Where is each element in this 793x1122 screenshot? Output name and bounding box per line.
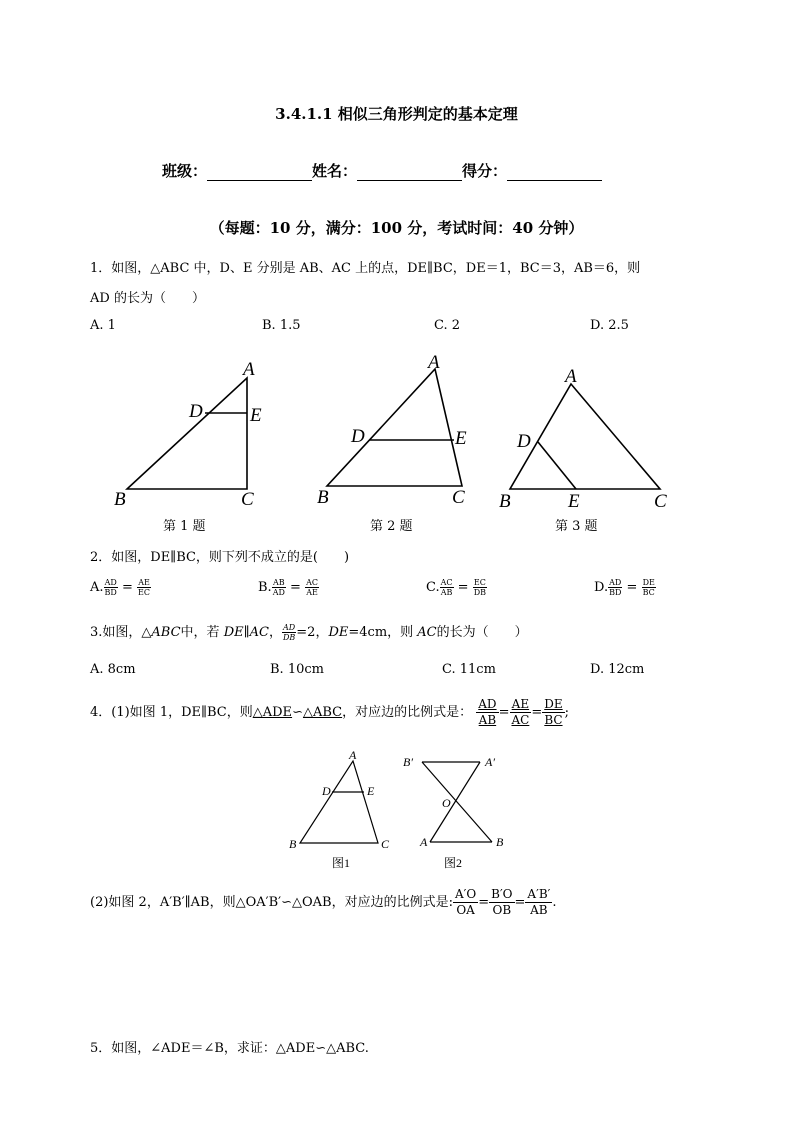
frac-numerator: A′O: [454, 887, 477, 901]
name-label: 姓名：: [312, 162, 358, 180]
q3-option-b: B. 10cm: [270, 662, 324, 677]
q3-option-a: A. 8cm: [90, 662, 136, 677]
equals-sign: =: [290, 580, 301, 595]
frac-denominator: BD: [104, 588, 117, 597]
frac-denominator: OB: [492, 903, 512, 917]
q3-option-d: D. 12cm: [590, 662, 645, 677]
q4-fig1-label-e: E: [367, 784, 375, 798]
q3-de: DE: [223, 625, 244, 640]
fig1-triangle: [127, 378, 247, 489]
fig3-label-e: E: [568, 491, 580, 512]
fig1-label-d: D: [189, 401, 203, 422]
frac-denominator: OA: [456, 903, 475, 917]
q3-ac-2: AC: [417, 625, 437, 640]
q3-abc: ABC: [151, 625, 181, 640]
frac-denominator: AD: [272, 588, 285, 597]
q2-stem: 2．如图，DE∥BC，则下列不成立的是( ): [90, 550, 350, 565]
q3-parallel: ∥: [243, 625, 250, 640]
q5-stem: 5．如图，∠ADE＝∠B，求证：△ADE∽△ABC.: [90, 1041, 369, 1056]
q3-tail: 的长为（ ）: [436, 625, 528, 640]
frac-denominator: EC: [138, 588, 150, 597]
frac-denominator: BD: [609, 588, 622, 597]
q4-fig2-label-b1: B′: [403, 755, 413, 769]
frac-numerator: AD: [609, 578, 622, 587]
frac-numerator: AE: [511, 697, 530, 711]
frac-denominator: AE: [306, 588, 318, 597]
frac-denominator: BC: [544, 713, 563, 727]
frac-denominator: AB: [478, 713, 497, 727]
q4-fig1-label-a: A: [349, 748, 357, 762]
fig3-label-a: A: [565, 366, 577, 387]
q4-p1-mid: ，对应边的比例式是：: [342, 705, 473, 720]
equals-sign: =: [121, 580, 133, 595]
fig1-label-a: A: [243, 359, 255, 380]
fig2-label-c: C: [452, 487, 465, 508]
q4-fig2-label-a: A: [420, 835, 428, 849]
figures-row: [100, 350, 700, 520]
frac-numerator: AE: [138, 578, 150, 587]
student-info-line: [162, 160, 602, 181]
fig2-label-b: B: [317, 487, 329, 508]
q4-p1-prefix: 4．(1)如图 1，DE∥BC，则: [90, 705, 253, 720]
q4-p1-answer-2: △ABC: [302, 705, 343, 720]
fig2-label-d: D: [351, 426, 365, 447]
frac-numerator: AB: [272, 578, 285, 587]
fig3-label-d: D: [517, 431, 531, 452]
frac-numerator: AC: [306, 578, 318, 587]
frac-numerator: DE: [544, 697, 563, 711]
fig2-label-a: A: [428, 352, 440, 373]
fig2-label-e: E: [455, 428, 467, 449]
similar-sign: ∽: [292, 705, 303, 720]
q3-comma: ，: [268, 625, 282, 640]
q4-p2-end: .: [552, 895, 557, 910]
exam-rules: （每题：10 分，满分：100 分，考试时间：40 分钟）: [209, 219, 584, 237]
fig1-label-c: C: [241, 489, 254, 510]
q4-fig2-segment-b1b: [422, 762, 492, 842]
q3-prefix: 3.如图，△: [90, 625, 152, 640]
q4-p2-prefix: (2)如图 2，A′B′∥AB，则△OA′B′∽△OAB，对应边的比例式是:: [90, 895, 453, 910]
q4-fig2-label-b: B: [496, 835, 504, 849]
fig3-label-c: C: [654, 491, 667, 512]
q3-de-value: =4cm，则: [348, 625, 418, 640]
q4-fig1-triangle: [300, 761, 378, 843]
q3-de-2: DE: [328, 625, 349, 640]
fig1-caption: 第 1 题: [163, 519, 206, 534]
q4-part2: (2)如图 2，A′B′∥AB，则△OA′B′∽△OAB，对应边的比例式是: $\frac{A'O}{OA}$ = $\frac{B'O}{OB}$ = $\frac{A'B'}{AB}$ .: [90, 887, 557, 917]
q4-fig2-caption: 图2: [444, 856, 463, 870]
q1-option-b: B. 1.5: [262, 318, 301, 333]
fig2-triangle: [327, 369, 462, 486]
fig1-label-e: E: [250, 405, 262, 426]
equals-sign: =: [457, 580, 469, 595]
name-blank: [357, 164, 462, 181]
score-blank: [507, 164, 602, 181]
q1-option-c: C. 2: [434, 318, 461, 333]
q1-line2: AD 的长为（ ）: [90, 291, 205, 306]
q2-option-d: [594, 578, 656, 597]
frac-denominator: AB: [440, 588, 453, 597]
fig3-segment-de: [538, 442, 576, 489]
q3-option-c: C. 11cm: [442, 662, 496, 677]
frac-numerator: B′O: [491, 887, 513, 901]
q4-fig2-label-o: O: [442, 796, 451, 810]
q4-fig1-label-b: B: [289, 837, 297, 851]
fig2-caption: 第 2 题: [370, 519, 413, 534]
q3-stem: [90, 621, 528, 642]
q2-option-b: [258, 578, 319, 597]
q2-option-a-label: A.: [90, 580, 104, 595]
q4-fig1-label-d: D: [322, 784, 331, 798]
q2-option-c-label: C.: [426, 580, 440, 595]
q4-fig1-caption: 图1: [332, 856, 351, 870]
class-blank: [207, 164, 312, 181]
frac-denominator: AC: [511, 713, 530, 727]
q4-fig2-segment-a1a: [430, 762, 480, 842]
score-label: 得分：: [462, 162, 508, 180]
page-title: 3.4.1.1 相似三角形判定的基本定理: [275, 105, 518, 123]
q3-ac: AC: [249, 625, 269, 640]
frac-numerator: AC: [440, 578, 453, 587]
fig3-caption: 第 3 题: [555, 519, 598, 534]
frac-numerator: EC: [473, 578, 486, 587]
frac-denominator: BC: [642, 588, 655, 597]
q3-ratio-value: =2，: [296, 625, 329, 640]
q1-line1: 1．如图，△ABC 中，D、E 分别是 AB、AC 上的点，DE∥BC，DE＝1，BC＝3，AB＝6，则: [90, 261, 641, 276]
q4-p1-answer-1: △ADE: [252, 705, 293, 720]
q4-fig1-label-c: C: [381, 837, 390, 851]
q4-p1-end: ;: [564, 705, 570, 720]
frac-numerator: DE: [642, 578, 655, 587]
q4-part1: 4．(1)如图 1，DE∥BC，则△ADE∽△ABC，对应边的比例式是： $\frac{AD}{AB}$ = $\frac{AE}{AC}$ = $\frac{DE}{BC}$ ;: [90, 697, 570, 727]
q2-option-d-label: D.: [594, 580, 609, 595]
frac-denominator: DB: [473, 588, 487, 597]
fig3-label-b: B: [499, 491, 511, 512]
q2-option-a: [90, 578, 151, 597]
q2-option-c: [426, 578, 487, 597]
q4-fig2-label-a1: A′: [485, 755, 495, 769]
frac-numerator: AD: [104, 578, 117, 587]
fig1-label-b: B: [114, 489, 126, 510]
q3-mid: 中，若: [180, 625, 224, 640]
class-label: 班级：: [162, 162, 208, 180]
equals-sign: =: [626, 580, 638, 595]
frac-numerator: AD: [478, 697, 497, 711]
q1-option-a: A. 1: [90, 318, 116, 333]
q2-option-b-label: B.: [258, 580, 272, 595]
frac-numerator: AD: [283, 623, 296, 632]
fig3-triangle: [510, 384, 660, 489]
frac-numerator: A′B′: [527, 887, 551, 901]
frac-denominator: AB: [530, 903, 548, 917]
frac-denominator: DB: [282, 633, 296, 642]
q4-figures: [280, 745, 520, 875]
q1-option-d: D. 2.5: [590, 318, 629, 333]
